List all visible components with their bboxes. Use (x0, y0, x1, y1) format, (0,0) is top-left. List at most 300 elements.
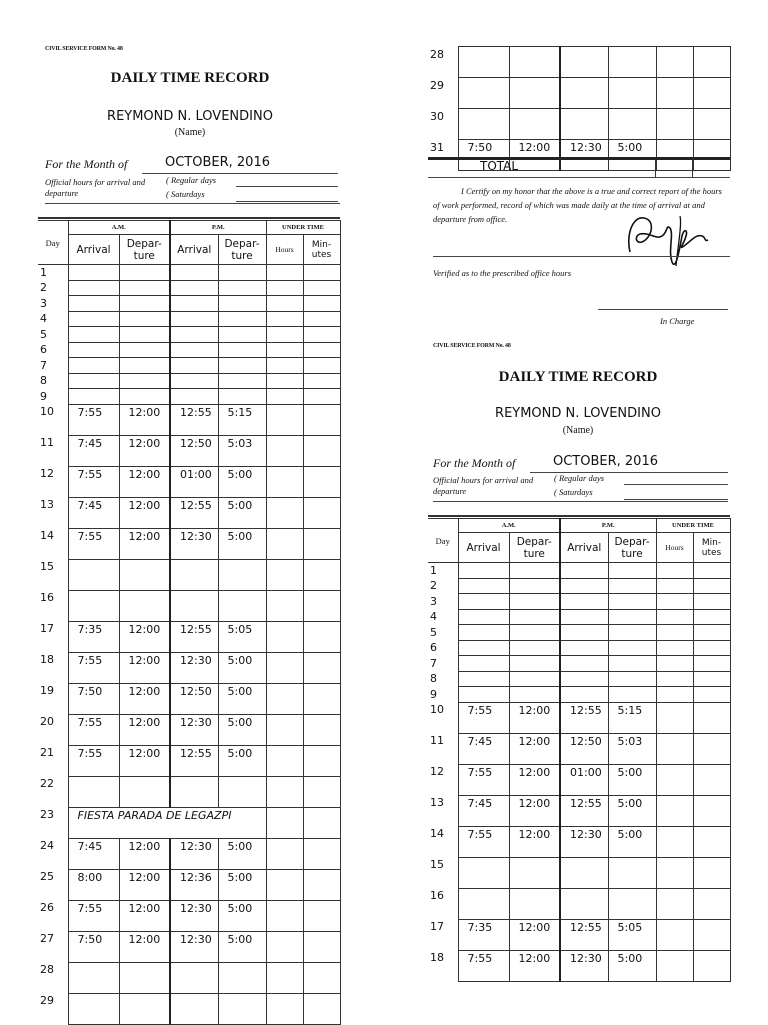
undertime-minutes-cell (693, 671, 730, 687)
pm-arrival-cell: 12:55 (560, 795, 608, 826)
day-cell: 2 (38, 280, 68, 296)
am-arrival-cell (68, 342, 119, 358)
total-label: TOTAL (480, 159, 519, 173)
pm-departure-cell (608, 47, 656, 78)
pm-arrival-cell (560, 687, 608, 703)
am-arrival-cell (458, 563, 509, 579)
pm-arrival-cell: 12:30 (170, 652, 218, 683)
pm-arrival-cell (170, 311, 218, 327)
remark-cell: FIESTA PARADA DE LEGAZPI (68, 807, 266, 838)
undertime-hours-cell (266, 838, 303, 869)
am-departure-cell: 12:00 (119, 714, 170, 745)
pm-departure-cell (608, 594, 656, 610)
undertime-hours-cell (656, 47, 693, 78)
undertime-minutes-header: Min-utes (303, 235, 340, 265)
am-departure-cell: 12:00 (509, 702, 560, 733)
pm-departure-cell (608, 640, 656, 656)
am-arrival-cell: 7:45 (68, 435, 119, 466)
pm-arrival-cell: 01:00 (560, 764, 608, 795)
am-arrival-cell (458, 640, 509, 656)
saturdays-label: ( Saturdays (166, 189, 205, 199)
am-arrival-cell: 7:50 (68, 931, 119, 962)
pm-arrival-cell (170, 342, 218, 358)
am-departure-cell: 12:00 (119, 652, 170, 683)
pm-departure-cell (608, 671, 656, 687)
day-cell: 26 (38, 900, 68, 931)
am-departure-cell (509, 888, 560, 919)
am-departure-cell (509, 78, 560, 109)
undertime-hours-cell (656, 857, 693, 888)
undertime-minutes-cell (693, 656, 730, 672)
am-departure-cell (119, 389, 170, 405)
am-arrival-cell: 7:55 (458, 826, 509, 857)
pm-departure-cell (218, 993, 266, 1024)
official-hours-label: Official hours for arrival and departure (433, 475, 534, 496)
undertime-hours-cell (656, 625, 693, 641)
am-arrival-cell (68, 265, 119, 281)
table-row (38, 373, 340, 389)
table-row (428, 609, 730, 625)
pm-arrival-cell (170, 389, 218, 405)
undertime-hours-cell (656, 733, 693, 764)
undertime-hours-cell (266, 497, 303, 528)
month-label: For the Month of (433, 456, 516, 470)
table-row (428, 625, 730, 641)
pm-departure-cell (608, 109, 656, 140)
pm-arrival-cell (170, 358, 218, 374)
undertime-hours-cell (656, 578, 693, 594)
am-arrival-cell (458, 594, 509, 610)
am-arrival-cell (68, 962, 119, 993)
undertime-minutes-cell (693, 578, 730, 594)
undertime-minutes-cell (693, 795, 730, 826)
pm-departure-cell: 5:00 (218, 466, 266, 497)
am-departure-cell: 12:00 (509, 826, 560, 857)
day-cell: 18 (428, 950, 458, 981)
am-departure-cell: 12:00 (119, 900, 170, 931)
day-cell: 6 (428, 640, 458, 656)
day-cell: 8 (428, 671, 458, 687)
day-cell: 4 (428, 609, 458, 625)
undertime-minutes-cell (303, 265, 340, 281)
pm-departure-cell: 5:00 (218, 714, 266, 745)
pm-departure-cell (608, 625, 656, 641)
table-row (38, 590, 340, 621)
pm-departure-cell: 5:00 (608, 826, 656, 857)
form-number: CIVIL SERVICE FORM No. 48 (433, 343, 511, 349)
undertime-minutes-cell (693, 563, 730, 579)
undertime-minutes-cell (693, 857, 730, 888)
day-cell: 28 (428, 47, 458, 78)
table-row (38, 869, 340, 900)
pm-arrival-cell (560, 563, 608, 579)
pm-departure-cell (218, 559, 266, 590)
undertime-hours-cell (656, 563, 693, 579)
pm-departure-cell (218, 590, 266, 621)
pm-arrival-cell (560, 640, 608, 656)
pm-departure-cell (218, 296, 266, 312)
pm-departure-cell (218, 342, 266, 358)
time-record-table (38, 220, 341, 1025)
employee-name: REYMOND N. LOVENDINO (495, 406, 661, 421)
day-cell: 25 (38, 869, 68, 900)
am-departure-cell: 12:00 (509, 733, 560, 764)
am-arrival-cell (68, 311, 119, 327)
am-arrival-cell (458, 625, 509, 641)
undertime-hours-cell (266, 389, 303, 405)
undertime-minutes-cell (693, 140, 730, 171)
table-row (428, 563, 730, 579)
pm-arrival-cell (560, 578, 608, 594)
am-departure-cell (509, 47, 560, 78)
day-cell: 1 (38, 265, 68, 281)
day-cell: 7 (38, 358, 68, 374)
pm-departure-cell (218, 358, 266, 374)
undertime-minutes-cell (303, 373, 340, 389)
day-cell: 3 (38, 296, 68, 312)
pm-arrival-cell (560, 594, 608, 610)
undertime-hours-cell (266, 776, 303, 807)
undertime-hours-cell (266, 869, 303, 900)
table-row (428, 919, 730, 950)
undertime-minutes-cell (303, 807, 340, 838)
am-arrival-cell: 7:45 (68, 838, 119, 869)
day-header: Day (38, 221, 68, 265)
am-arrival-cell (68, 358, 119, 374)
am-departure-cell (119, 993, 170, 1024)
undertime-hours-cell (656, 919, 693, 950)
table-row (428, 687, 730, 703)
undertime-minutes-cell (693, 594, 730, 610)
am-arrival-cell (68, 389, 119, 405)
pm-arrival-cell (560, 109, 608, 140)
table-row (38, 404, 340, 435)
pm-arrival-cell: 12:55 (170, 745, 218, 776)
table-row (38, 435, 340, 466)
table-row (428, 47, 730, 78)
undertime-hours-cell (266, 265, 303, 281)
am-arrival-cell (458, 857, 509, 888)
certification-text: I Certify on my honor that the above is a true and correct report of the hours of work performed, record of which was made daily at the time of arrival at and departure from office. (433, 186, 722, 224)
am-arrival-cell: 7:55 (68, 745, 119, 776)
am-arrival-cell (68, 776, 119, 807)
am-departure-cell (119, 311, 170, 327)
pm-arrival-cell (170, 327, 218, 343)
undertime-hours-cell (266, 931, 303, 962)
undertime-minutes-cell (303, 466, 340, 497)
table-row (428, 733, 730, 764)
undertime-hours-cell (266, 280, 303, 296)
pm-arrival-header: Arrival (170, 235, 218, 265)
undertime-hours-cell (266, 621, 303, 652)
undertime-minutes-cell (303, 900, 340, 931)
pm-departure-cell: 5:00 (218, 497, 266, 528)
undertime-hours-cell (266, 652, 303, 683)
table-row (38, 327, 340, 343)
undertime-minutes-cell (693, 609, 730, 625)
am-departure-cell: 12:00 (509, 764, 560, 795)
undertime-hours-header: Hours (266, 235, 303, 265)
pm-departure-cell: 5:00 (218, 869, 266, 900)
day-cell: 12 (428, 764, 458, 795)
day-cell: 21 (38, 745, 68, 776)
undertime-minutes-cell (693, 109, 730, 140)
pm-arrival-cell: 12:55 (560, 702, 608, 733)
am-arrival-cell: 7:50 (458, 140, 509, 171)
pm-departure-cell: 5:00 (218, 931, 266, 962)
undertime-minutes-cell (303, 404, 340, 435)
am-departure-cell (509, 640, 560, 656)
pm-arrival-cell (560, 625, 608, 641)
day-cell: 29 (38, 993, 68, 1024)
undertime-minutes-cell (303, 745, 340, 776)
day-cell: 11 (428, 733, 458, 764)
pm-arrival-cell (560, 888, 608, 919)
day-cell: 16 (428, 888, 458, 919)
pm-arrival-cell (170, 590, 218, 621)
month-label: For the Month of (45, 157, 128, 171)
am-departure-cell (119, 776, 170, 807)
name-label: (Name) (174, 127, 206, 138)
pm-arrival-cell: 12:55 (170, 404, 218, 435)
am-arrival-cell: 7:45 (68, 497, 119, 528)
undertime-hours-cell (266, 528, 303, 559)
undertime-minutes-cell (303, 714, 340, 745)
form-number: CIVIL SERVICE FORM No. 48 (45, 46, 123, 52)
am-departure-cell: 12:00 (119, 869, 170, 900)
pm-departure-cell: 5:00 (218, 528, 266, 559)
am-arrival-cell (458, 687, 509, 703)
am-departure-cell (509, 594, 560, 610)
table-row (428, 857, 730, 888)
day-header: Day (428, 519, 458, 563)
am-departure-cell: 12:00 (509, 140, 560, 171)
pm-arrival-cell (170, 993, 218, 1024)
am-departure-cell: 12:00 (509, 919, 560, 950)
table-row (38, 838, 340, 869)
am-departure-cell: 12:00 (119, 497, 170, 528)
pm-arrival-cell (560, 609, 608, 625)
am-arrival-cell (458, 888, 509, 919)
undertime-minutes-cell (693, 78, 730, 109)
day-cell: 1 (428, 563, 458, 579)
am-header: A.M. (458, 519, 560, 533)
day-cell: 19 (38, 683, 68, 714)
pm-arrival-cell: 12:30 (170, 900, 218, 931)
undertime-hours-cell (656, 109, 693, 140)
undertime-hours-cell (266, 714, 303, 745)
undertime-hours-cell (266, 311, 303, 327)
undertime-minutes-cell (303, 389, 340, 405)
in-charge-label: In Charge (660, 316, 695, 326)
am-arrival-cell: 7:45 (458, 795, 509, 826)
undertime-hours-cell (266, 683, 303, 714)
undertime-minutes-cell (303, 993, 340, 1024)
pm-departure-cell: 5:00 (218, 683, 266, 714)
undertime-minutes-cell (303, 311, 340, 327)
day-cell: 14 (38, 528, 68, 559)
undertime-hours-cell (266, 373, 303, 389)
table-row (428, 140, 730, 171)
am-departure-cell (119, 559, 170, 590)
am-departure-cell (509, 563, 560, 579)
day-cell: 18 (38, 652, 68, 683)
day-cell: 11 (38, 435, 68, 466)
table-row (38, 342, 340, 358)
undertime-minutes-cell (693, 687, 730, 703)
pm-arrival-cell: 12:50 (560, 733, 608, 764)
table-row (38, 311, 340, 327)
am-arrival-cell (458, 671, 509, 687)
am-departure-cell (119, 342, 170, 358)
undertime-minutes-cell (303, 962, 340, 993)
undertime-minutes-cell (303, 931, 340, 962)
pm-header: P.M. (170, 221, 266, 235)
table-row (38, 497, 340, 528)
pm-departure-cell: 5:05 (608, 919, 656, 950)
day-cell: 15 (428, 857, 458, 888)
am-departure-cell (119, 373, 170, 389)
pm-arrival-cell (560, 671, 608, 687)
am-arrival-header: Arrival (68, 235, 119, 265)
undertime-minutes-cell (693, 733, 730, 764)
name-label: (Name) (562, 425, 594, 436)
undertime-minutes-cell (303, 435, 340, 466)
undertime-minutes-cell (303, 621, 340, 652)
undertime-hours-cell (266, 807, 303, 838)
undertime-minutes-cell (303, 559, 340, 590)
day-cell: 15 (38, 559, 68, 590)
day-cell: 8 (38, 373, 68, 389)
am-arrival-cell (458, 656, 509, 672)
table-row (428, 78, 730, 109)
am-arrival-cell: 7:55 (68, 528, 119, 559)
undertime-minutes-cell (303, 358, 340, 374)
pm-arrival-cell: 12:55 (560, 919, 608, 950)
am-departure-cell: 12:00 (119, 931, 170, 962)
pm-arrival-cell: 12:30 (170, 714, 218, 745)
pm-departure-header: Depar-ture (218, 235, 266, 265)
pm-departure-cell: 5:03 (608, 733, 656, 764)
signature (622, 206, 714, 274)
am-arrival-cell (68, 373, 119, 389)
undertime-minutes-cell (303, 869, 340, 900)
table-row (428, 950, 730, 981)
undertime-minutes-cell (693, 919, 730, 950)
official-hours-label: Official hours for arrival and departure (45, 177, 146, 198)
am-arrival-cell: 7:55 (68, 466, 119, 497)
am-arrival-cell: 7:35 (68, 621, 119, 652)
am-departure-cell (119, 265, 170, 281)
undertime-hours-cell (656, 140, 693, 171)
am-departure-cell: 12:00 (119, 466, 170, 497)
pm-arrival-cell (170, 559, 218, 590)
table-row (38, 389, 340, 405)
table-row (38, 931, 340, 962)
day-cell: 27 (38, 931, 68, 962)
day-cell: 28 (38, 962, 68, 993)
pm-departure-cell: 5:00 (218, 745, 266, 776)
am-arrival-header: Arrival (458, 533, 509, 563)
day-cell: 31 (428, 140, 458, 171)
undertime-header: UNDER TIME (656, 519, 730, 533)
undertime-hours-cell (266, 745, 303, 776)
pm-departure-cell (218, 962, 266, 993)
day-cell: 12 (38, 466, 68, 497)
undertime-hours-cell (266, 358, 303, 374)
day-cell: 10 (428, 702, 458, 733)
pm-departure-cell (608, 609, 656, 625)
pm-arrival-cell: 12:30 (560, 826, 608, 857)
day-cell: 29 (428, 78, 458, 109)
undertime-minutes-cell (303, 838, 340, 869)
am-arrival-cell (68, 280, 119, 296)
undertime-hours-cell (656, 656, 693, 672)
table-row (428, 795, 730, 826)
undertime-hours-cell (656, 702, 693, 733)
undertime-hours-cell (656, 78, 693, 109)
table-row (38, 528, 340, 559)
table-row (38, 296, 340, 312)
table-row (428, 764, 730, 795)
undertime-hours-cell (266, 993, 303, 1024)
am-arrival-cell: 7:55 (458, 702, 509, 733)
undertime-hours-cell (266, 327, 303, 343)
table-row (38, 559, 340, 590)
table-row (38, 280, 340, 296)
undertime-header: UNDER TIME (266, 221, 340, 235)
undertime-minutes-cell (303, 683, 340, 714)
pm-arrival-cell: 12:30 (170, 528, 218, 559)
pm-departure-cell (608, 578, 656, 594)
undertime-hours-cell (266, 296, 303, 312)
time-record-table (428, 518, 731, 982)
am-departure-cell: 12:00 (119, 838, 170, 869)
am-departure-cell (509, 857, 560, 888)
undertime-hours-cell (656, 687, 693, 703)
form-title: DAILY TIME RECORD (110, 70, 270, 86)
undertime-hours-cell (656, 950, 693, 981)
pm-arrival-cell (170, 280, 218, 296)
am-departure-cell (509, 109, 560, 140)
am-arrival-cell (458, 609, 509, 625)
day-cell: 2 (428, 578, 458, 594)
undertime-minutes-cell (303, 280, 340, 296)
pm-departure-cell (608, 857, 656, 888)
table-row (38, 807, 340, 838)
am-departure-cell (119, 590, 170, 621)
pm-departure-cell: 5:03 (218, 435, 266, 466)
undertime-minutes-cell (303, 497, 340, 528)
pm-departure-cell: 5:00 (608, 140, 656, 171)
undertime-minutes-cell (693, 826, 730, 857)
table-row (38, 652, 340, 683)
day-cell: 30 (428, 109, 458, 140)
undertime-hours-cell (266, 590, 303, 621)
am-arrival-cell: 7:45 (458, 733, 509, 764)
am-departure-cell: 12:00 (119, 621, 170, 652)
pm-arrival-cell (560, 78, 608, 109)
pm-arrival-cell (560, 857, 608, 888)
undertime-hours-cell (266, 962, 303, 993)
table-row (38, 466, 340, 497)
pm-departure-cell (608, 563, 656, 579)
day-cell: 7 (428, 656, 458, 672)
undertime-minutes-cell (693, 640, 730, 656)
am-arrival-cell (68, 993, 119, 1024)
undertime-minutes-cell (693, 764, 730, 795)
am-arrival-cell: 7:55 (458, 764, 509, 795)
